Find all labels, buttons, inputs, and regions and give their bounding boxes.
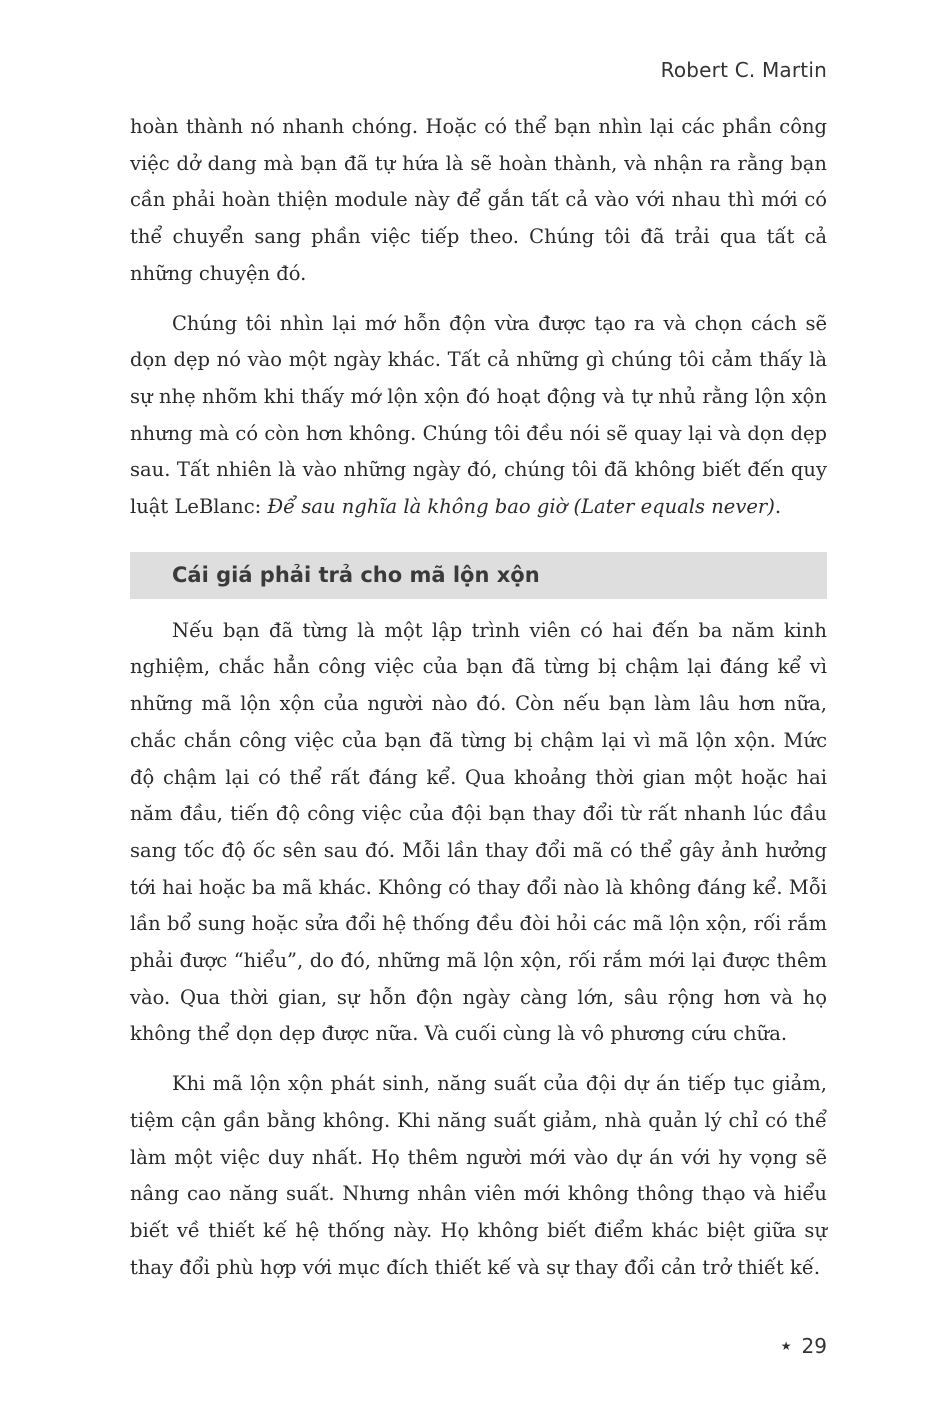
leblanc-law-emphasis: Để sau nghĩa là không bao giờ (Later equals never)	[267, 495, 775, 519]
star-icon: ★	[780, 1339, 792, 1353]
paragraph-productivity: Khi mã lộn xộn phát sinh, năng suất của đội dự án tiếp tục giảm, tiệm cận gần bằng không. Khi năng suất giảm, nhà quản lý chỉ có thể làm một việc duy nhất. Họ thêm người mới vào dự án với hy vọng sẽ nâng cao năng suất. Nhưng nhân viên mới không thông thạo và hiểu biết về thiết kế hệ thống này. Họ không biết điểm khác biệt giữa sự thay đổi phù hợp với mục đích thiết kế và sự thay đổi cản trở thiết kế.	[130, 1072, 827, 1279]
paragraph-leblanc	[130, 306, 827, 526]
page-body	[130, 109, 827, 1286]
section-heading: Cái giá phải trả cho mã lộn xộn	[130, 552, 827, 599]
running-header-author: Robert C. Martin	[660, 58, 827, 82]
paragraph-leblanc-text: Chúng tôi nhìn lại mớ hỗn độn vừa được tạo ra và chọn cách sẽ dọn dẹp nó vào một ngày khác. Tất cả những gì chúng tôi cảm thấy là sự nhẹ nhõm khi thấy mớ lộn xộn đó hoạt động và tự nhủ rằng lộn xộn nhưng mà có còn hơn không. Chúng tôi đều nói sẽ quay lại và dọn dẹp sau. Tất nhiên là vào những ngày đó, chúng tôi đã không biết đến quy luật LeBlanc:	[130, 311, 827, 519]
page-footer	[781, 1334, 827, 1358]
paragraph-cost-of-mess: Nếu bạn đã từng là một lập trình viên có hai đến ba năm kinh nghiệm, chắc hẳn công việc của bạn đã từng bị chậm lại đáng kể vì những mã lộn xộn của người nào đó. Còn nếu bạn làm lâu hơn nữa, chắc chắn công việc của bạn đã từng bị chậm lại vì mã lộn xộn. Mức độ chậm lại có thể rất đáng kể. Qua khoảng thời gian một hoặc hai năm đầu, tiến độ công việc của đội bạn thay đổi từ rất nhanh lúc đầu sang tốc độ ốc sên sau đó. Mỗi lần thay đổi mã có thể gây ảnh hưởng tới hai hoặc ba mã khác. Không có thay đổi nào là không đáng kể. Mỗi lần bổ sung hoặc sửa đổi hệ thống đều đòi hỏi các mã lộn xộn, rối rắm phải được “hiểu”, do đó, những mã lộn xộn, rối rắm mới lại được thêm vào. Qua thời gian, sự hỗn độn ngày càng lớn, sâu rộng hơn và họ không thể dọn dẹp được nữa. Và cuối cùng là vô phương cứu chữa.	[130, 618, 827, 1046]
page-number: 29	[801, 1334, 827, 1358]
paragraph-continued: hoàn thành nó nhanh chóng. Hoặc có thể bạn nhìn lại các phần công việc dở dang mà bạn đã tự hứa là sẽ hoàn thành, và nhận ra rằng bạn cần phải hoàn thiện module này để gắn tất cả vào với nhau thì mới có thể chuyển sang phần việc tiếp theo. Chúng tôi đã trải qua tất cả những chuyện đó.	[130, 115, 827, 285]
paragraph-leblanc-end: .	[774, 495, 782, 519]
